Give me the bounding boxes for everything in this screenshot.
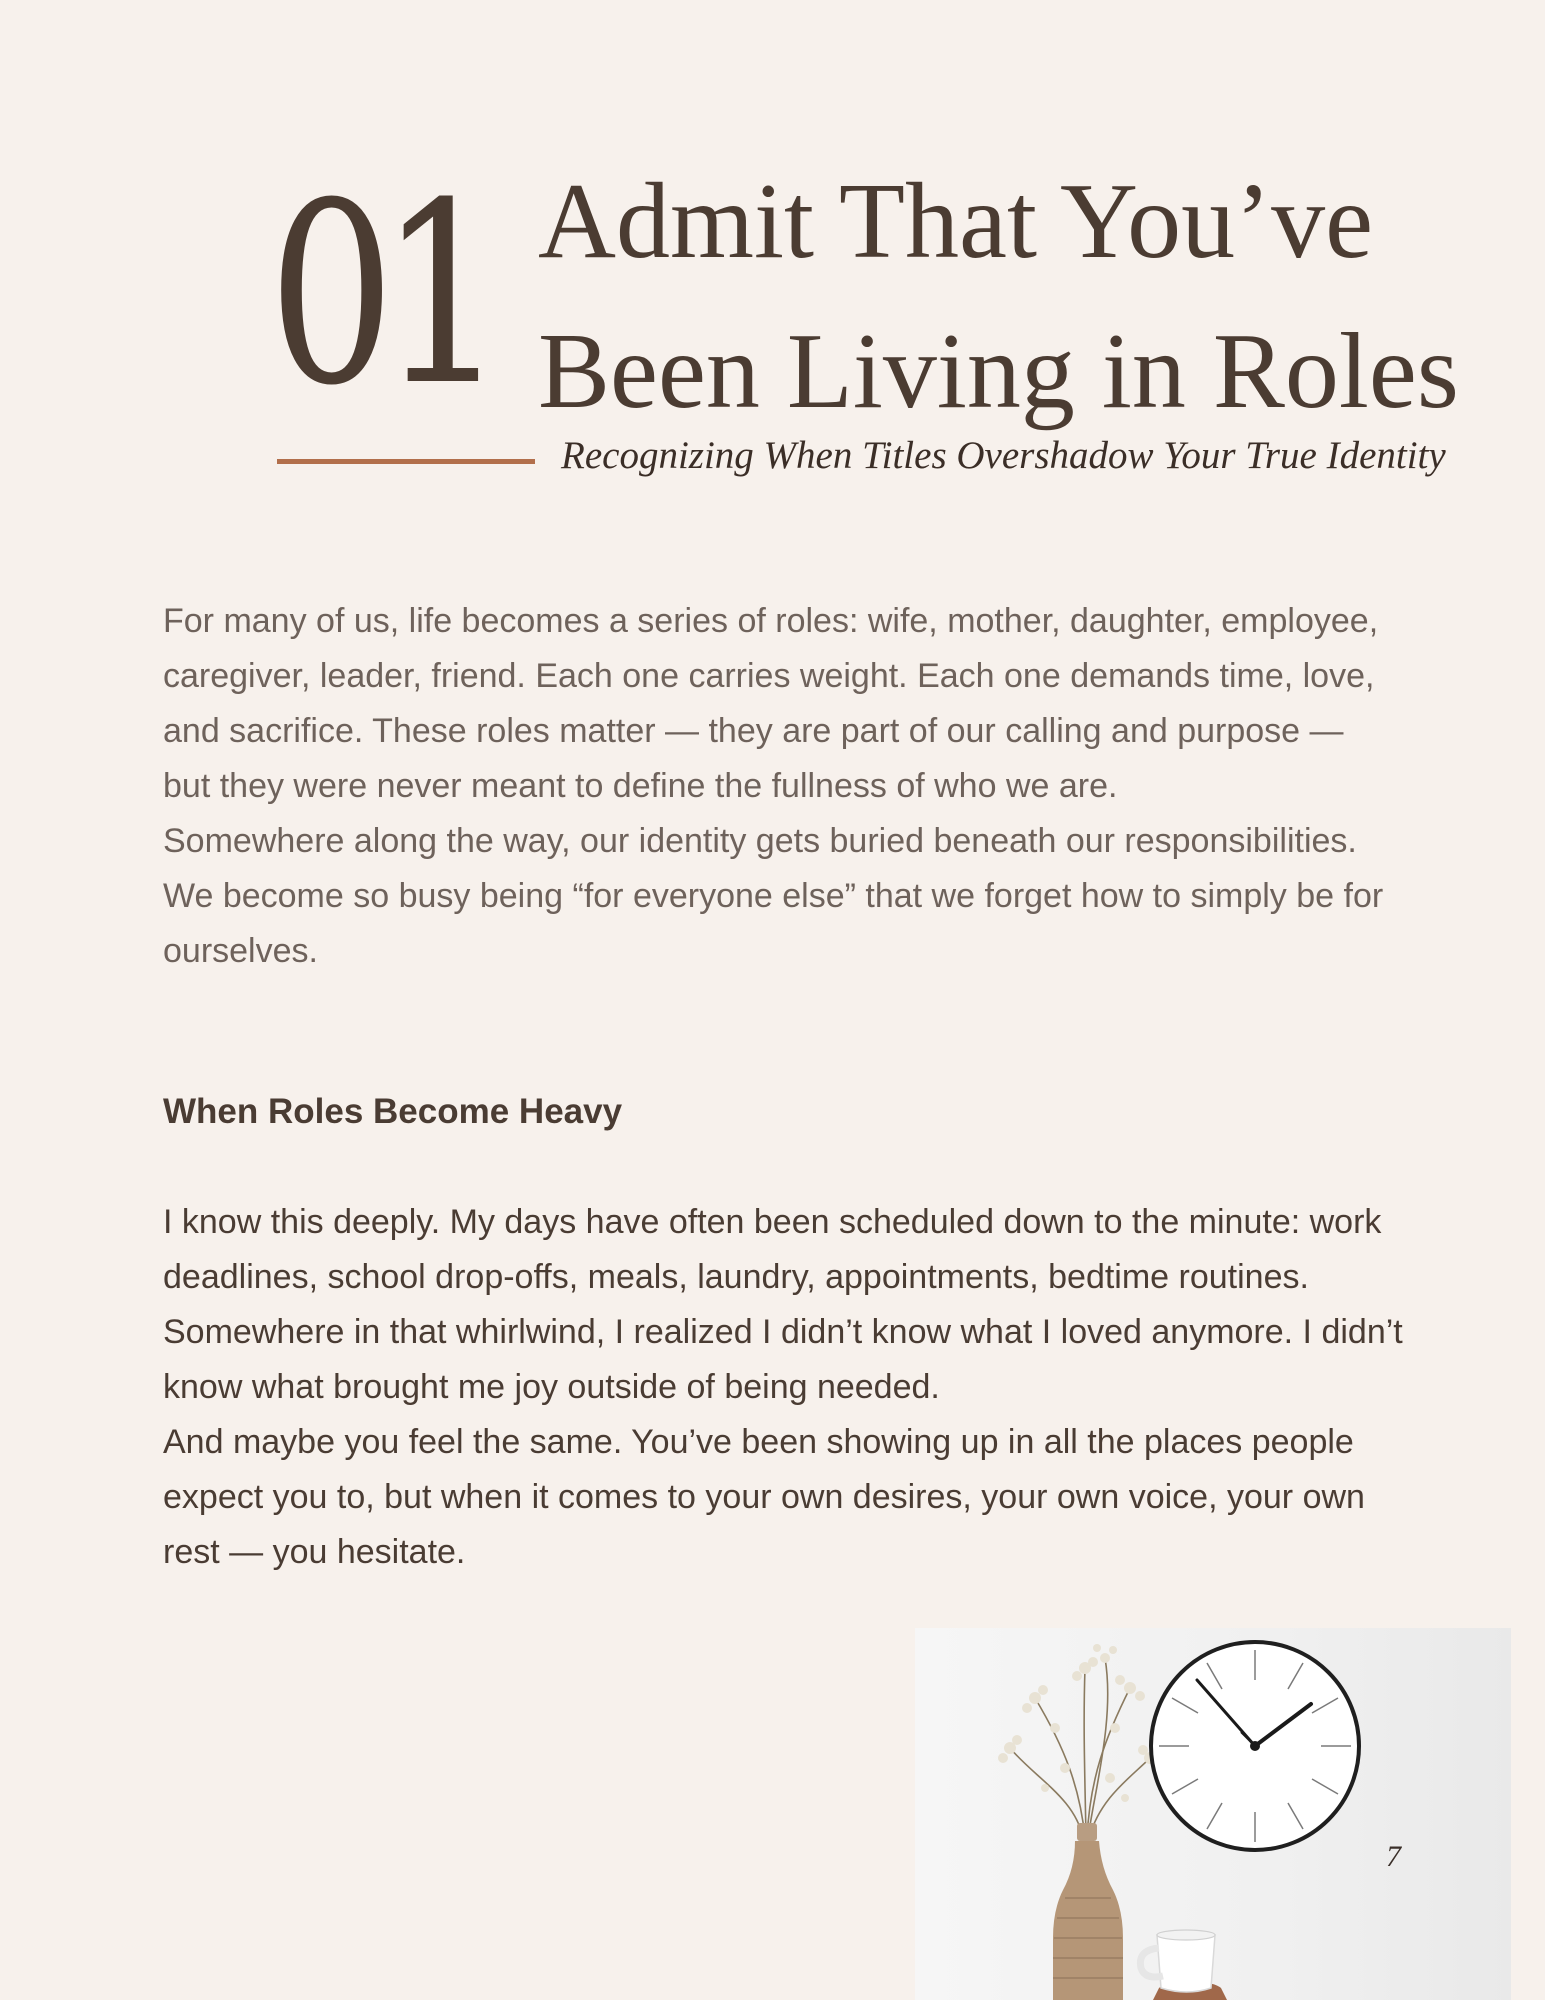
accent-divider [277, 459, 535, 464]
bottle-vase [1053, 1823, 1123, 2000]
wall-clock-icon [1151, 1642, 1359, 1850]
coffee-cup-icon [1140, 1930, 1227, 2000]
chapter-title-line-2: Been Living in Roles [538, 312, 1459, 431]
section-paragraph: I know this deeply. My days have often been scheduled down to the minute: work deadlines, school drop-offs, meals, laundry, appointments, bedtime routines. Somewhere in that whirlwind, I realized I didn’t know what I loved anymore. I didn’t know what brought me joy outside of being needed. [163, 1203, 1403, 1406]
intro-text [163, 594, 1393, 979]
intro-paragraph: Somewhere along the way, our identity gets buried beneath our responsibilities. We become so busy being “for everyone else” that we forget how to simply be for ourselves. [163, 822, 1384, 970]
section-heading: When Roles Become Heavy [163, 1092, 623, 1131]
section-paragraph: And maybe you feel the same. You’ve been showing up in all the places people expect you to, but when it comes to your own desires, your own voice, your own rest — you hesitate. [163, 1423, 1365, 1571]
section-text [163, 1195, 1403, 1580]
flower-buds [998, 1644, 1162, 1802]
intro-paragraph: For many of us, life becomes a series of roles: wife, mother, daughter, employee, caregiver, leader, friend. Each one carries weight. Each one demands time, love, and sacrifice. These roles matter — they are part of our calling and purpose — but they were never meant to define the fullness of who we are. [163, 602, 1379, 805]
photo-illustration [915, 1628, 1511, 2000]
chapter-number: 01 [268, 149, 491, 440]
chapter-subtitle: Recognizing When Titles Overshadow Your True Identity [561, 434, 1446, 477]
page-number: 7 [1386, 1840, 1401, 1873]
decor-photo [915, 1628, 1511, 2000]
chapter-title-line-1: Admit That You’ve [538, 162, 1374, 281]
